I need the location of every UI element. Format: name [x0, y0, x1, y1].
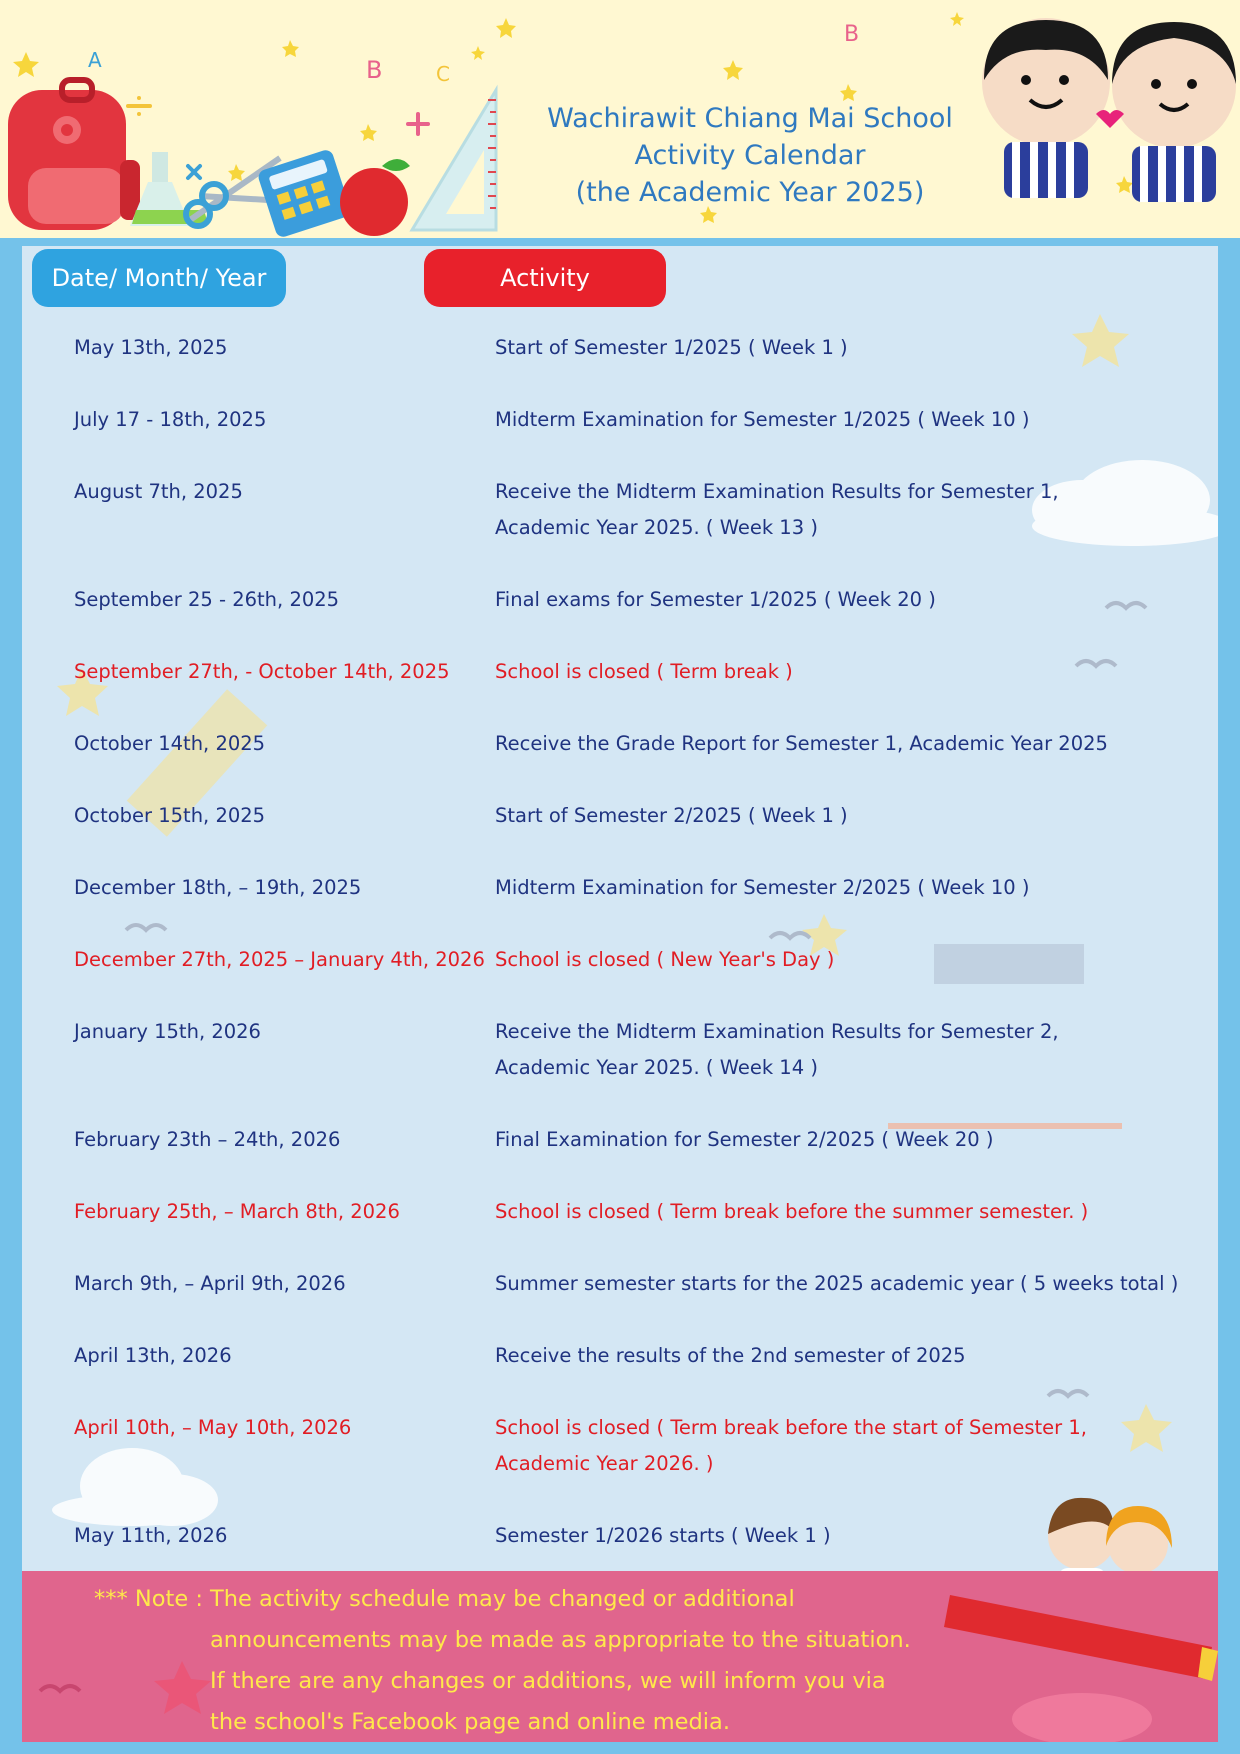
cloud-icon — [1032, 460, 1218, 546]
title-line-calendar: Activity Calendar — [634, 140, 866, 171]
event-activity-line: Midterm Examination for Semester 2/2025 ( Week 10 ) — [495, 876, 1030, 899]
event-date: September 25 - 26th, 2025 — [74, 588, 340, 611]
backpack-icon — [8, 80, 140, 230]
event-activity — [495, 402, 1029, 438]
event-activity — [495, 1410, 1087, 1482]
event-date: October 14th, 2025 — [74, 732, 266, 755]
event-date: December 27th, 2025 – January 4th, 2026 — [74, 948, 485, 971]
letter-a-deco: A — [88, 48, 102, 72]
event-date: December 18th, – 19th, 2025 — [74, 876, 362, 899]
letter-b2-deco: B — [844, 22, 860, 47]
event-activity — [495, 582, 936, 618]
event-activity-line: Start of Semester 1/2025 ( Week 1 ) — [495, 336, 848, 359]
title-line-school: Wachirawit Chiang Mai School — [547, 103, 953, 134]
event-activity-line: Semester 1/2026 starts ( Week 1 ) — [495, 1524, 831, 1547]
event-activity-line: Receive the Grade Report for Semester 1, Academic Year 2025 — [495, 732, 1108, 755]
event-date: April 13th, 2026 — [74, 1344, 232, 1367]
event-activity — [495, 1518, 831, 1554]
event-activity-line: School is closed ( New Year's Day ) — [495, 948, 835, 971]
event-activity-line: Receive the Midterm Examination Results for Semester 2, — [495, 1020, 1059, 1043]
column-header-date: Date/ Month/ Year — [32, 249, 286, 307]
event-activity-line: Receive the results of the 2nd semester of 2025 — [495, 1344, 966, 1367]
event-activity — [495, 1014, 1059, 1086]
note-text — [94, 1579, 911, 1742]
event-activity — [495, 798, 848, 834]
event-activity-line: Final Examination for Semester 2/2025 ( Week 20 ) — [495, 1128, 994, 1151]
note-line-4: the school's Facebook page and online media. — [210, 1709, 730, 1735]
event-date: April 10th, – May 10th, 2026 — [74, 1416, 352, 1439]
cloud-icon-2 — [52, 1448, 218, 1526]
event-date: September 27th, - October 14th, 2025 — [74, 660, 450, 683]
letter-b-deco: B — [366, 56, 383, 84]
event-date: May 13th, 2025 — [74, 336, 228, 359]
letter-c-deco: C — [436, 62, 450, 86]
event-activity-line: Midterm Examination for Semester 1/2025 ( Week 10 ) — [495, 408, 1030, 431]
event-activity — [495, 942, 834, 978]
pencil-kids-icon-2 — [944, 1595, 1218, 1742]
event-date: February 25th, – March 8th, 2026 — [74, 1200, 400, 1223]
event-date: February 23th – 24th, 2026 — [74, 1128, 341, 1151]
event-activity-line: Summer semester starts for the 2025 academic year ( 5 weeks total ) — [495, 1272, 1179, 1295]
event-activity — [495, 870, 1029, 906]
event-date: August 7th, 2025 — [74, 480, 243, 503]
event-date: January 15th, 2026 — [74, 1020, 261, 1043]
event-date: October 15th, 2025 — [74, 804, 266, 827]
event-activity — [495, 474, 1059, 546]
event-activity — [495, 330, 848, 366]
apple-icon — [340, 159, 410, 236]
header-banner — [0, 0, 1240, 238]
event-activity — [495, 1194, 1088, 1230]
event-activity — [495, 1266, 1178, 1302]
event-activity — [495, 654, 793, 690]
note-line-2: announcements may be made as appropriate to the situation. — [210, 1627, 911, 1653]
event-activity-line: Start of Semester 2/2025 ( Week 1 ) — [495, 804, 848, 827]
event-activity-line: Receive the Midterm Examination Results for Semester 1, — [495, 480, 1059, 503]
ruler-icon — [412, 90, 496, 230]
event-activity-line: School is closed ( Term break before the summer semester. ) — [495, 1200, 1089, 1223]
event-activity-line: School is closed ( Term break before the start of Semester 1, — [495, 1416, 1087, 1439]
column-header-activity: Activity — [424, 249, 666, 307]
event-activity — [495, 1338, 966, 1374]
event-date: March 9th, – April 9th, 2026 — [74, 1272, 346, 1295]
event-activity-line: Final exams for Semester 1/2025 ( Week 20 ) — [495, 588, 936, 611]
note-box — [22, 1571, 1218, 1742]
mascot-kids-icon — [982, 18, 1236, 202]
tape-deco-2 — [934, 944, 1084, 984]
title-line-year: (the Academic Year 2025) — [575, 177, 925, 208]
note-line-1: *** Note : The activity schedule may be changed or additional — [94, 1586, 795, 1612]
event-activity — [495, 726, 1108, 762]
page-title — [520, 100, 980, 211]
event-date: July 17 - 18th, 2025 — [74, 408, 267, 431]
event-activity — [495, 1122, 993, 1158]
event-activity-line: Academic Year 2025. ( Week 14 ) — [495, 1056, 818, 1079]
event-activity-line: Academic Year 2026. ) — [495, 1452, 714, 1475]
note-line-3: If there are any changes or additions, we will inform you via — [210, 1668, 886, 1694]
event-activity-line: Academic Year 2025. ( Week 13 ) — [495, 516, 818, 539]
event-activity-line: School is closed ( Term break ) — [495, 660, 793, 683]
event-date: May 11th, 2026 — [74, 1524, 228, 1547]
